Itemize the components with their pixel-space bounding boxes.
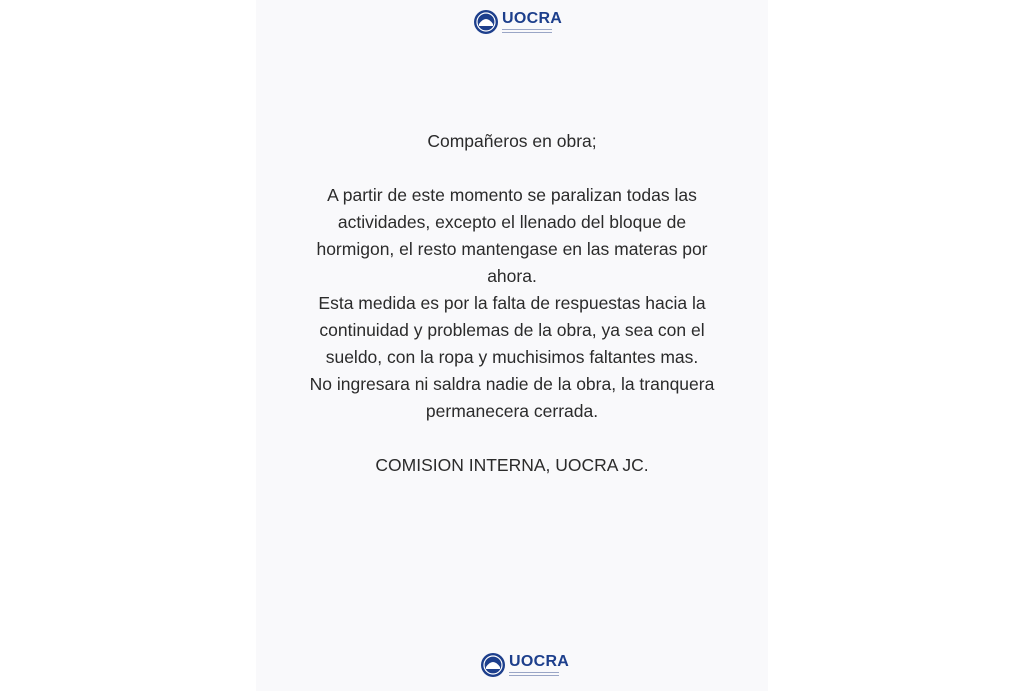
footer-logo-subtitle-lines [509,672,559,676]
header-logo [473,9,562,35]
body-line-8: No ingresara ni saldra nadie de la obra, la tranquera [309,374,715,394]
body-line-3: hormigon, el resto mantengase en las materas por [316,239,708,259]
signature: COMISION INTERNA, UOCRA JC. [375,455,649,475]
header-logo-subtitle-lines [502,29,552,33]
greeting: Compañeros en obra; [427,131,597,151]
body-line-1: A partir de este momento se paralizan todas las [327,185,697,205]
body-line-9: permanecera cerrada. [425,401,599,421]
uocra-emblem-icon [480,652,506,678]
uocra-emblem-icon [473,9,499,35]
header-logo-text: UOCRA [502,10,563,27]
body-line-2: actividades, excepto el llenado del bloque de [337,212,687,232]
document-page [256,0,768,691]
body-line-4: ahora. [487,266,537,286]
body-line-6: continuidad y problemas de la obra, ya sea con el [319,320,705,340]
body-line-7: sueldo, con la ropa y muchisimos faltantes mas. [325,347,699,367]
footer-logo-text: UOCRA [509,653,570,670]
letter-body [256,128,768,479]
footer-logo [480,652,569,678]
body-line-5: Esta medida es por la falta de respuestas hacia la [318,293,706,313]
